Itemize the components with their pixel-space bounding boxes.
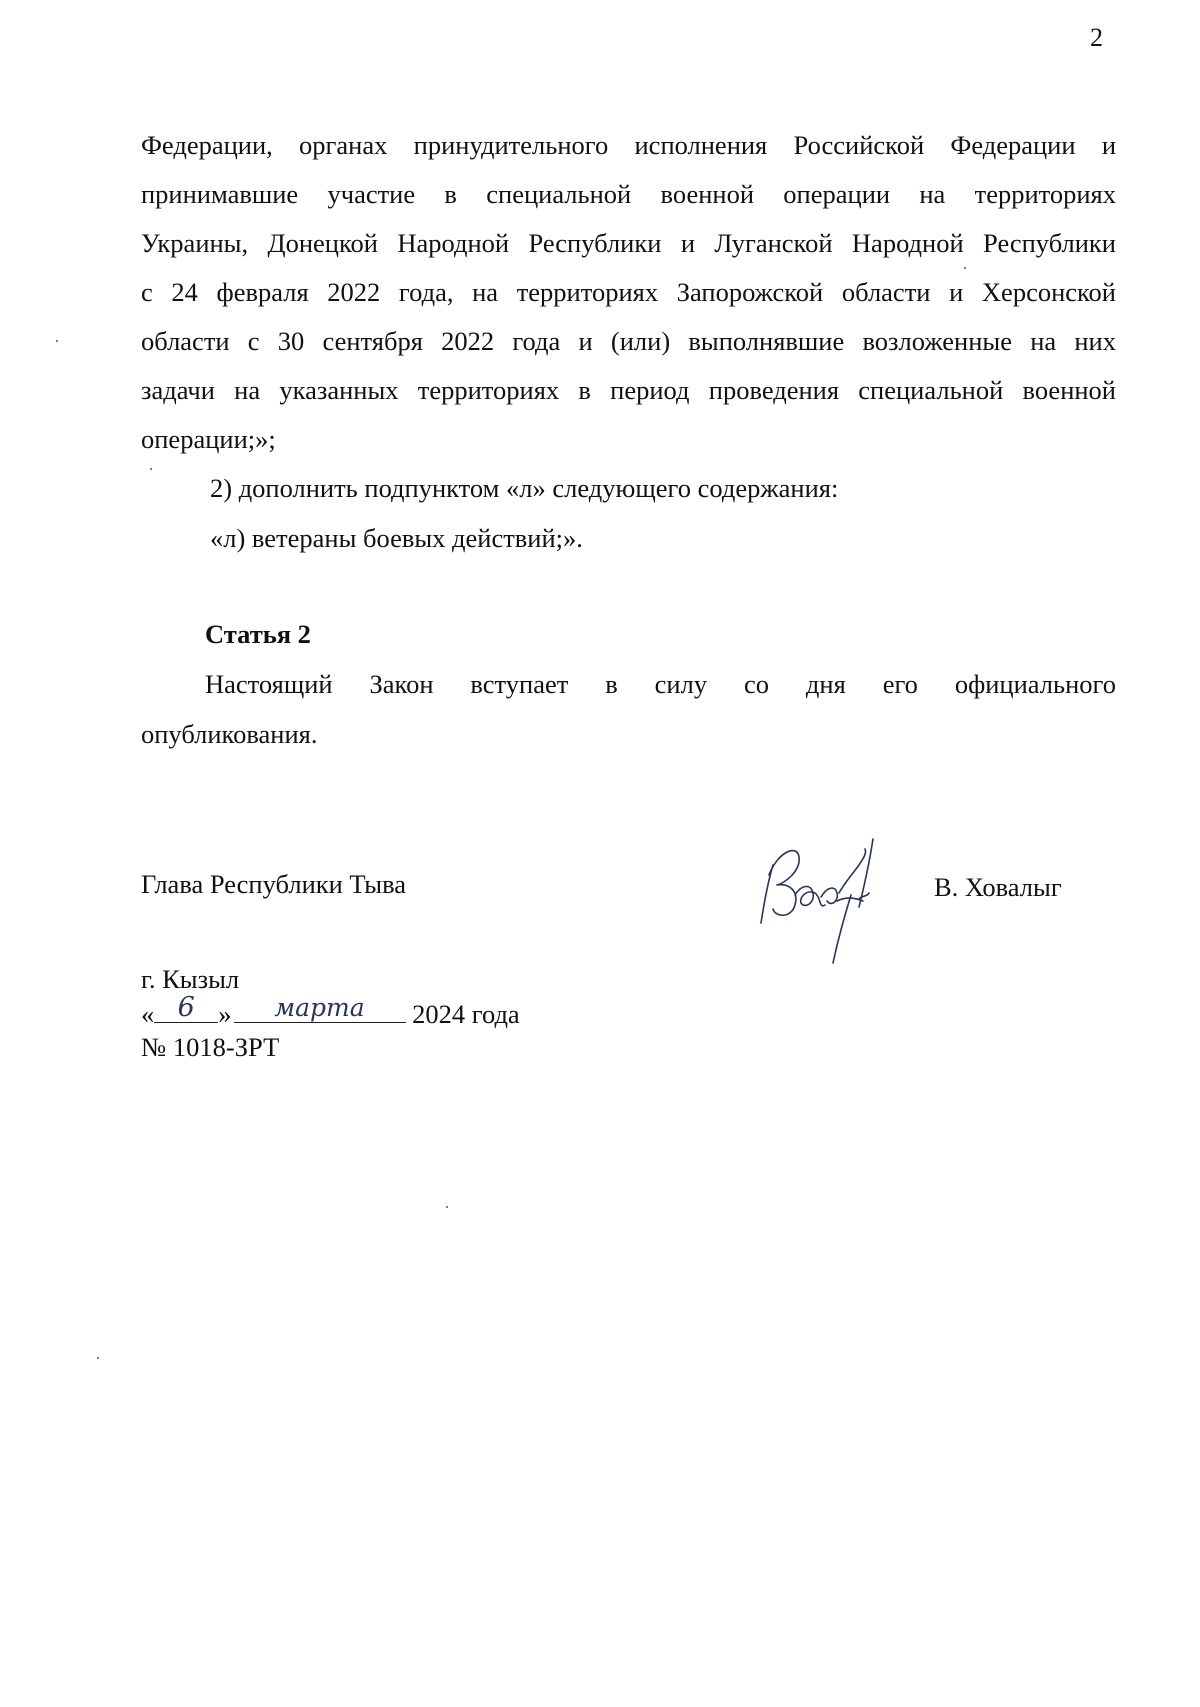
amendment-subitem-l: «л) ветераны боевых действий;». (210, 523, 583, 553)
scan-speck (964, 267, 966, 269)
city-line: г. Кызыл (141, 964, 240, 994)
law-number: № 1018-ЗРТ (141, 1032, 280, 1062)
close-quote: » (218, 999, 232, 1029)
scan-speck (150, 468, 152, 470)
handwritten-signature (755, 835, 915, 970)
page-number: 2 (1090, 23, 1103, 52)
scan-speck (446, 1206, 448, 1208)
open-quote: « (141, 999, 155, 1029)
year-text: 2024 года (412, 999, 520, 1029)
paragraph-line: задачи на указанных территориях в период проведения специальной военной (141, 375, 1116, 405)
signer-position: Глава Республики Тыва (141, 869, 407, 899)
paragraph-line: Украины, Донецкой Народной Республики и Луганской Народной Республики (141, 228, 1116, 258)
article-2-body (141, 663, 1116, 755)
article-2-line: опубликования. (141, 719, 318, 749)
signer-name: В. Ховалыг (934, 872, 1062, 902)
month-blank (234, 993, 406, 1023)
scan-speck (56, 340, 58, 342)
paragraph-line: с 24 февраля 2022 года, на территориях Запорожской области и Херсонской (141, 277, 1116, 307)
paragraph-line: операции;»; (141, 424, 276, 454)
paragraph-line: принимавшие участие в специальной военной операции на территориях (141, 179, 1116, 209)
handwritten-day: 6 (177, 992, 195, 1023)
handwritten-month: марта (274, 993, 365, 1022)
article-2-line: Настоящий Закон вступает в силу со дня его официального (205, 669, 1116, 699)
paragraph-line: Федерации, органах принудительного исполнения Российской Федерации и (141, 130, 1116, 160)
paragraph-continuation (141, 123, 1116, 466)
amendment-item-2: 2) дополнить подпунктом «л» следующего содержания: (210, 473, 839, 503)
article-2-title: Статья 2 (205, 619, 311, 649)
day-blank (154, 992, 218, 1023)
place-date-number-block (141, 963, 520, 1064)
scan-speck (97, 1357, 99, 1359)
date-line (141, 992, 520, 1031)
paragraph-line: области с 30 сентября 2022 года и (или) выполнявшие возложенные на них (141, 326, 1116, 356)
